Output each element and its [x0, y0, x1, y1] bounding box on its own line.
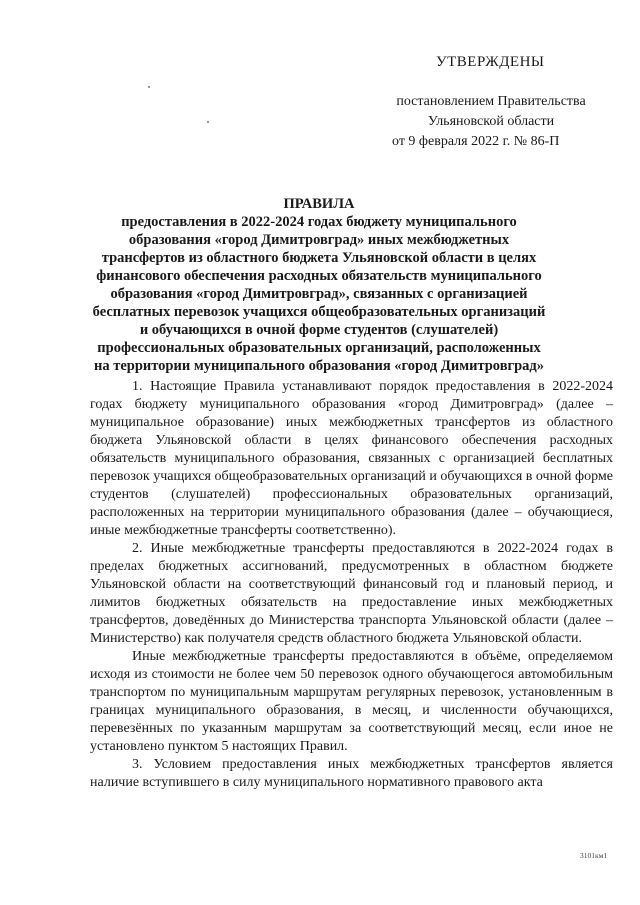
decree-reference: постановлением Правительства Ульяновской области — [396, 94, 586, 129]
paragraph-2: 2. Иные межбюджетные трансферты предоставляются в 2022-2024 годах в пределах бюджетных ассигнований, предусмотренных в областном бюджете Ульяновской области на соответствующий финансовый год и плановый период, и лимитов бюджетных обязательств на предоставление иных межбюджетных трансфертов, доведённых до Министерства транспорта Ульяновской области (далее – Министерство) как получателя средств областного бюджета Ульяновской области. — [90, 541, 613, 646]
document-title — [90, 195, 548, 375]
document-code: 3101км1 — [580, 851, 608, 860]
document-body — [90, 378, 613, 792]
approval-stamp-heading: УТВЕРЖДЕНЫ — [436, 54, 545, 70]
title-main: ПРАВИЛА — [283, 196, 355, 212]
scan-speck — [148, 86, 150, 88]
paragraph-1: 1. Настоящие Правила устанавливают порядок предоставления в 2022-2024 годах бюджету муниципального образования «город Димитровград» (далее – муниципальное образование) иных межбюджетных трансфертов из областного бюджета Ульяновской области в целях финансового обеспечения расходных обязательств муниципального образования, связанных с организацией бесплатных перевозок учащихся общеобразовательных организаций и обучающихся в очной форме студентов (слушателей) профессиональных образовательных организаций, расположенных на территории муниципального образования (далее – обучающиеся, иные межбюджетные трансферты соответственно). — [90, 379, 613, 538]
title-subtitle: предоставления в 2022-2024 годах бюджету муниципального образования «город Димитровград» иных межбюджетных трансфертов из областного бюджета Ульяновской области в целях финансового обеспечения расходных обязательств муниципального образования «город Димитровград», связанных с организацией бесплатных перевозок учащихся общеобразовательных организаций и обучающихся в очной форме студентов (слушателей) профессиональных образовательных организаций, расположенных на территории муниципального образования «город Димитровград» — [92, 214, 546, 374]
paragraph-2-continued: Иные межбюджетные трансферты предоставляются в объёме, определяемом исходя из стоимости не более чем 50 перевозок одного обучающегося автомобильным транспортом по муниципальным маршрутам регулярных перевозок, установленным в границах муниципального образования, в месяц, и численности обучающихся, перевезённых по указанным маршрутам за соответствующий месяц, если иное не установлено пунктом 5 настоящих Правил. — [90, 649, 613, 754]
scan-speck — [207, 121, 209, 123]
paragraph-3: 3. Условием предоставления иных межбюджетных трансфертов является наличие вступившего в силу муниципального нормативного правового акта — [90, 757, 613, 790]
decree-date: от 9 февраля 2022 г. № 86-П — [392, 134, 560, 149]
